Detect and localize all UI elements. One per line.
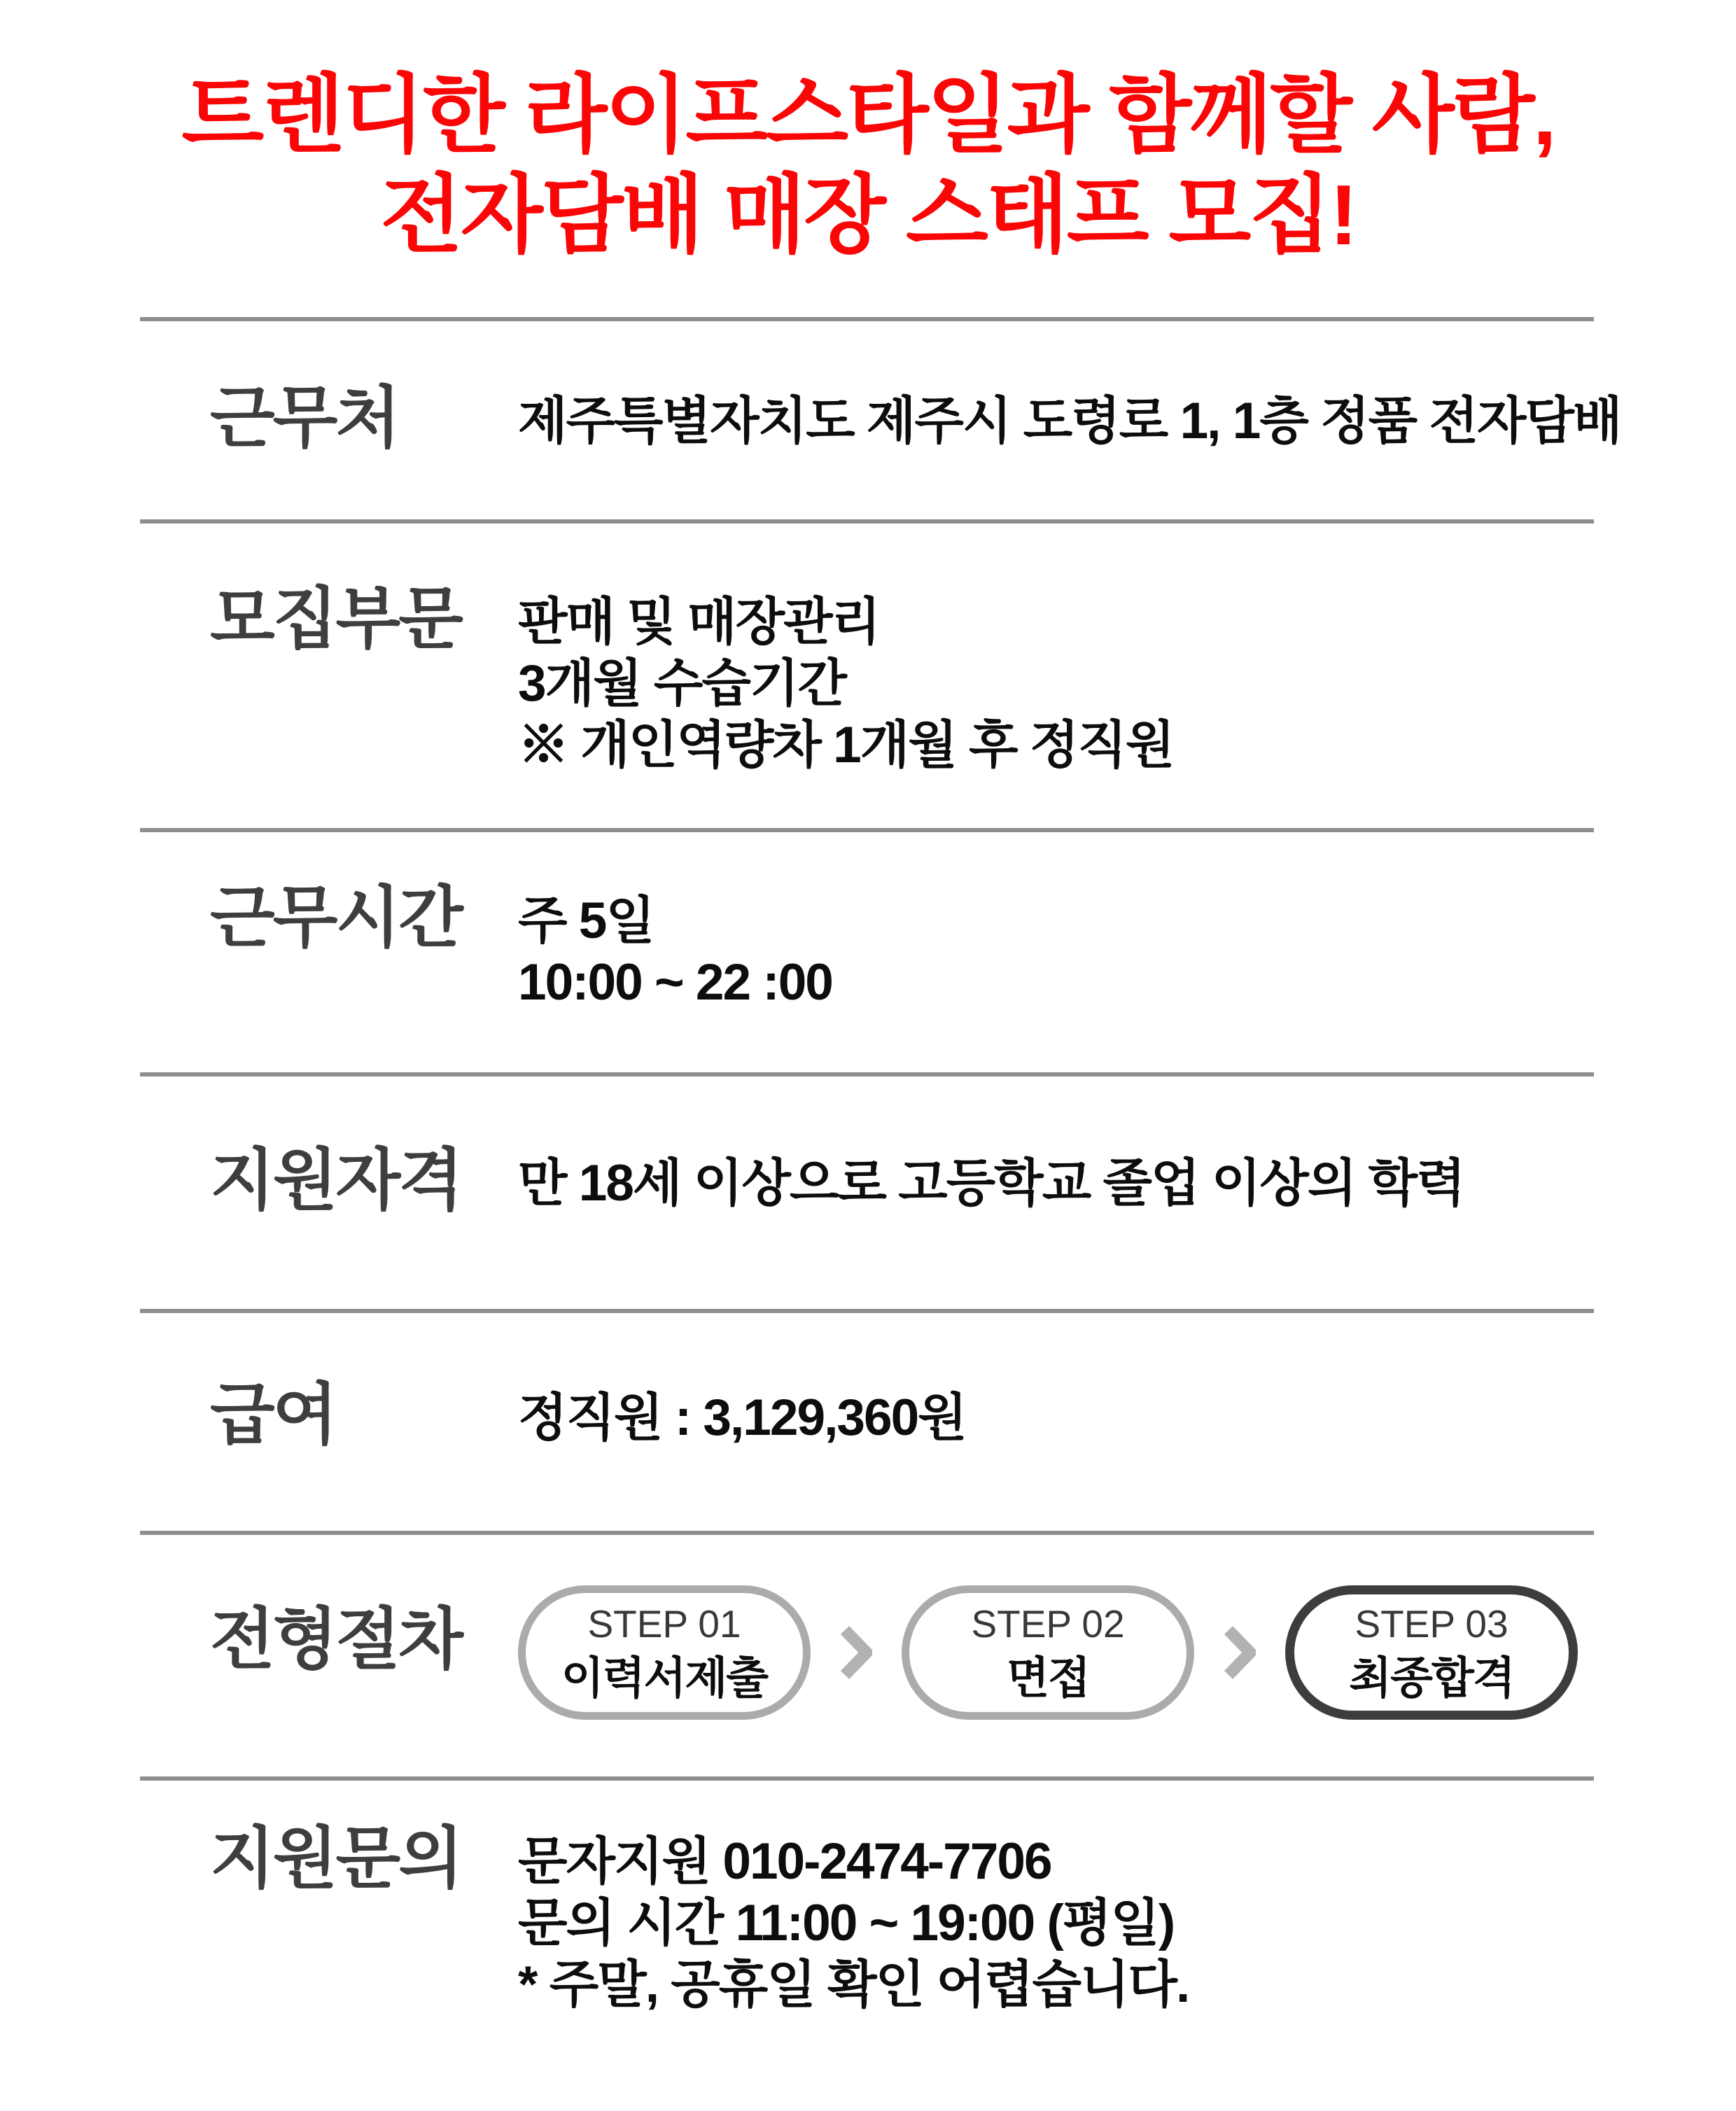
contact-label: 지원문의 (210, 1821, 461, 1896)
poster-title (0, 0, 1736, 265)
step-number: STEP 01 (587, 1602, 741, 1646)
poster-title-line2: 전자담배 매장 스태프 모집! (380, 167, 1356, 262)
salary-label: 급여 (210, 1377, 336, 1452)
workplace-label: 근무처 (210, 381, 399, 456)
hours-label: 근무시간 (210, 881, 461, 955)
poster-title-line1: 트렌디한 라이프스타일과 함께할 사람, (181, 67, 1555, 162)
step-badge-1 (518, 1585, 811, 1720)
section-salary (140, 1309, 1594, 1531)
process-steps (518, 1585, 1594, 1720)
section-contact (140, 1776, 1594, 2111)
step-badge-2 (902, 1585, 1194, 1720)
recruitment-line: 3개월 수습기간 (518, 655, 846, 712)
qualification-value (518, 1153, 1594, 1214)
salary-value (518, 1387, 1594, 1449)
step-number: STEP 03 (1354, 1602, 1508, 1646)
section-hours (140, 828, 1594, 1072)
section-qualification (140, 1072, 1594, 1309)
qualification-label: 지원자격 (210, 1143, 461, 1218)
recruitment-label: 모집부문 (210, 582, 461, 657)
contact-footnote: * 주말, 공휴일 확인 어렵습니다. (518, 1956, 1189, 2013)
salary-line: 정직원 : 3,129,360원 (518, 1389, 966, 1446)
poster-body (140, 317, 1621, 2111)
recruitment-line: ※ 개인역량차 1개월 후 정직원 (518, 717, 1174, 773)
workplace-value (518, 391, 1621, 452)
chevron-right-icon (1194, 1625, 1285, 1680)
section-recruitment (140, 519, 1594, 828)
hours-line: 주 5일 (518, 892, 654, 949)
qualification-line: 만 18세 이상으로 고등학교 졸업 이상의 학력 (518, 1155, 1464, 1212)
recruitment-line: 판매 및 매장관리 (518, 594, 880, 650)
hours-value (518, 890, 1594, 1014)
chevron-right-icon (811, 1625, 902, 1680)
process-label: 전형절차 (210, 1602, 461, 1677)
recruitment-value (518, 591, 1594, 776)
contact-value (518, 1831, 1594, 2016)
section-workplace (140, 317, 1621, 519)
contact-phone: 문자지원 010-2474-7706 (518, 1833, 1051, 1890)
step-name: 면접 (1007, 1654, 1089, 1703)
step-number: STEP 02 (971, 1602, 1125, 1646)
step-badge-3 (1285, 1585, 1578, 1720)
step-name: 이력서제출 (561, 1654, 768, 1703)
hours-line: 10:00 ~ 22 :00 (518, 954, 832, 1011)
workplace-address: 제주특별자치도 제주시 도령로 1, 1층 정품 전자담배 (518, 393, 1621, 449)
step-name: 최종합격 (1349, 1654, 1514, 1703)
contact-hours: 문의 시간 11:00 ~ 19:00 (평일) (518, 1895, 1175, 1951)
section-process (140, 1531, 1594, 1776)
